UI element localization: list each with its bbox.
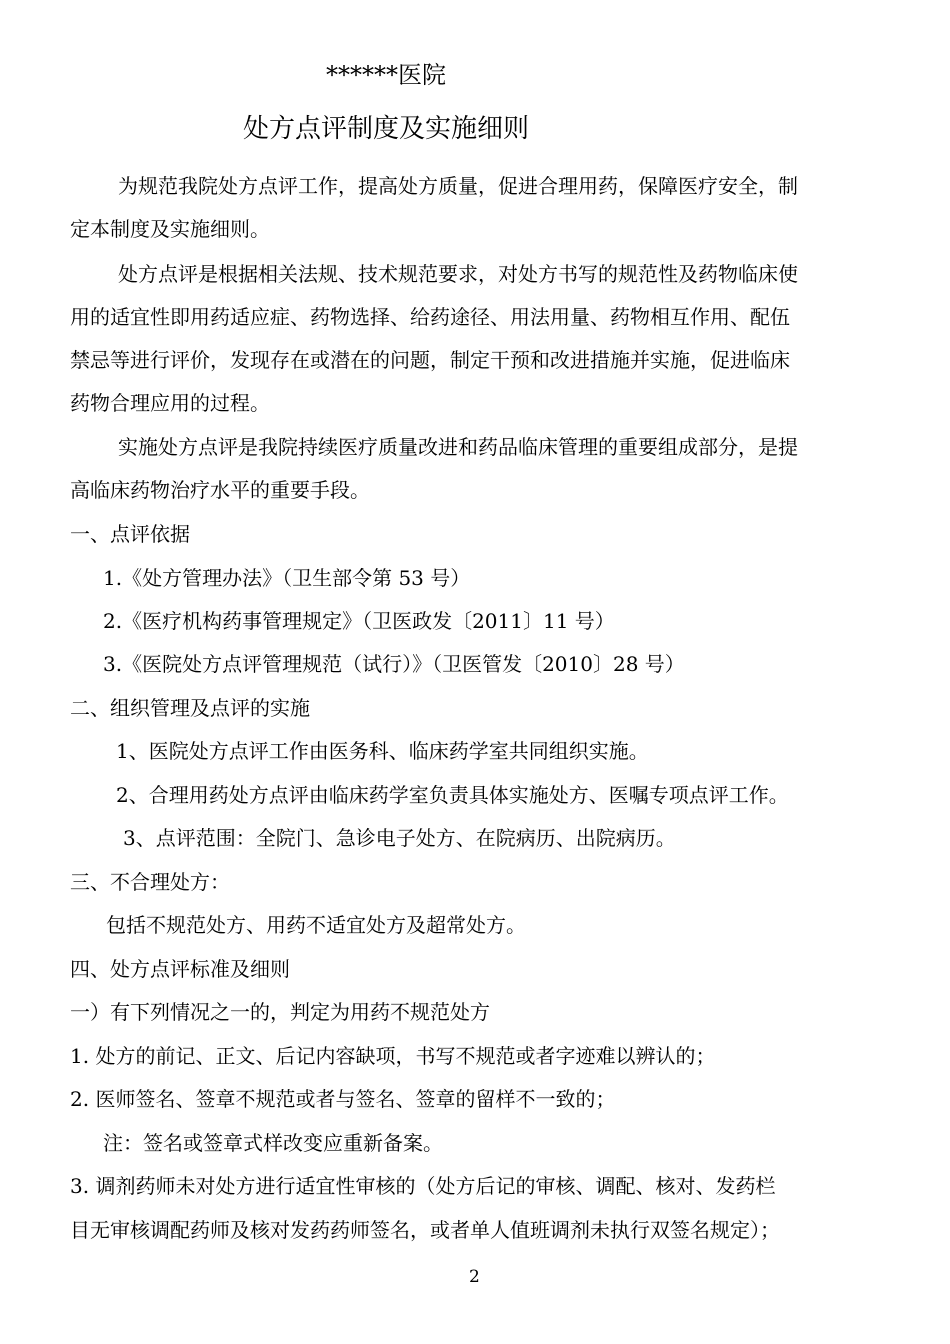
- section-2-item-2: 2、合理用药处方点评由临床药学室负责具体实施处方、医嘱专项点评工作。: [116, 783, 789, 807]
- intro-paragraph-3-line-2: 高临床药物治疗水平的重要手段。: [70, 478, 370, 502]
- page-number: 2: [469, 1267, 480, 1287]
- section-4-subheading: 一）有下列情况之一的，判定为用药不规范处方: [70, 1000, 490, 1024]
- section-4-item-3-line-1: 3. 调剂药师未对处方进行适宜性审核的（处方后记的审核、调配、核对、发药栏: [70, 1174, 776, 1198]
- section-4-item-3-line-2: 目无审核调配药师及核对发药药师签名，或者单人值班调剂未执行双签名规定）；: [70, 1218, 780, 1242]
- section-4-item-2: 2. 医师签名、签章不规范或者与签名、签章的留样不一致的；: [70, 1087, 616, 1111]
- section-3-body: 包括不规范处方、用药不适宜处方及超常处方。: [106, 913, 526, 937]
- document-title: 处方点评制度及实施细则: [243, 114, 530, 144]
- section-4-heading: 四、处方点评标准及细则: [70, 957, 290, 981]
- intro-paragraph-1-line-2: 定本制度及实施细则。: [70, 217, 270, 241]
- intro-paragraph-2-line-1: 处方点评是根据相关法规、技术规范要求，对处方书写的规范性及药物临床使: [118, 262, 798, 286]
- section-1-item-1: 1.《处方管理办法》（卫生部令第 53 号）: [103, 566, 471, 590]
- section-3-heading: 三、不合理处方：: [70, 870, 230, 894]
- intro-paragraph-1-line-1: 为规范我院处方点评工作，提高处方质量，促进合理用药，保障医疗安全，制: [118, 174, 798, 198]
- section-2-item-1: 1、医院处方点评工作由医务科、临床药学室共同组织实施。: [116, 739, 649, 763]
- section-1-item-3: 3.《医院处方点评管理规范（试行）》（卫医管发〔2010〕28 号）: [103, 652, 685, 676]
- intro-paragraph-2-line-4: 药物合理应用的过程。: [70, 391, 270, 415]
- intro-paragraph-3-line-1: 实施处方点评是我院持续医疗质量改进和药品临床管理的重要组成部分，是提: [118, 435, 798, 459]
- intro-paragraph-2-line-2: 用的适宜性即用药适应症、药物选择、给药途径、用法用量、药物相互作用、配伍: [70, 305, 790, 329]
- section-2-heading: 二、组织管理及点评的实施: [70, 696, 310, 720]
- intro-paragraph-2-line-3: 禁忌等进行评价，发现存在或潜在的问题，制定干预和改进措施并实施，促进临床: [70, 348, 790, 372]
- section-4-item-1: 1. 处方的前记、正文、后记内容缺项，书写不规范或者字迹难以辨认的；: [70, 1044, 716, 1068]
- section-4-note: 注：签名或签章式样改变应重新备案。: [103, 1131, 443, 1155]
- section-1-heading: 一、点评依据: [70, 522, 190, 546]
- hospital-name: ******医院: [326, 61, 446, 89]
- section-2-item-3: 3、点评范围：全院门、急诊电子处方、在院病历、出院病历。: [123, 826, 676, 850]
- section-1-item-2: 2.《医疗机构药事管理规定》（卫医政发〔2011〕11 号）: [103, 609, 615, 633]
